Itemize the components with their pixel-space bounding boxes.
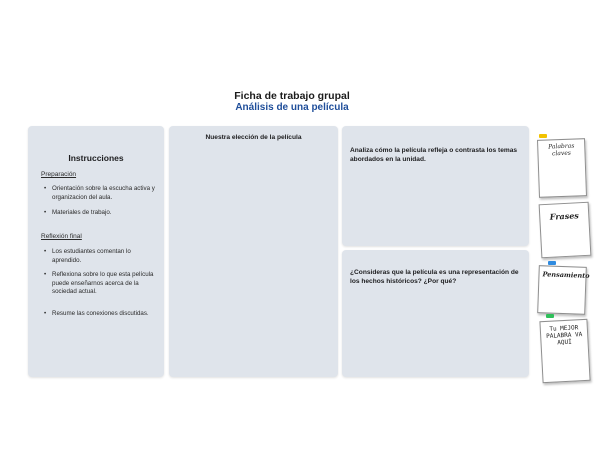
list-item: • Materiales de trabajo. <box>43 209 158 218</box>
sticky-note-text: Palabras claves <box>548 142 575 158</box>
tape-green <box>546 314 554 318</box>
instructions-heading: Instrucciones <box>68 153 124 163</box>
section-label-reflexion: Reflexión final <box>41 233 82 240</box>
sticky-note-text: Frases <box>549 210 580 222</box>
instructions-panel <box>28 126 164 377</box>
sticky-note-pensamiento[interactable] <box>537 265 590 315</box>
movie-choice-label: Nuestra elección de la película <box>205 134 302 141</box>
movie-choice-panel[interactable] <box>169 126 338 377</box>
tape-blue <box>548 261 556 265</box>
tape-yellow <box>539 134 547 138</box>
question-1-text: Analiza cómo la película refleja o contrasta los temas abordados en la unidad. <box>350 147 518 163</box>
list-item: • Los estudiantes comentan lo aprendido. <box>43 248 158 265</box>
sticky-note-text: Pensamiento <box>542 270 590 280</box>
preparacion-list <box>43 185 158 218</box>
sticky-note-palabras-claves[interactable] <box>537 138 587 198</box>
sticky-note-text: Tu MEJOR PALABRA VA AQUÍ <box>545 324 583 347</box>
reflexion-list <box>43 248 158 318</box>
question-1-panel[interactable] <box>342 126 529 246</box>
page-title: Ficha de trabajo grupal <box>234 90 350 102</box>
question-2-text: ¿Consideras que la película es una representación de los hechos históricos? ¿Por qué? <box>350 269 519 285</box>
page-subtitle: Análisis de una película <box>235 102 349 113</box>
list-item: • Resume las conexiones discutidas. <box>43 310 158 319</box>
sticky-note-mejor-palabra[interactable] <box>539 319 590 383</box>
section-label-preparacion: Preparación <box>41 171 77 178</box>
list-item: • Orientación sobre la escucha activa y organizacion del aula. <box>43 185 158 202</box>
question-2-panel[interactable] <box>342 250 529 377</box>
list-item: • Reflexiona sobre lo que esta película puede enseñarnos acerca de la sociedad actual. <box>43 271 158 297</box>
sticky-note-frases[interactable] <box>539 202 592 259</box>
